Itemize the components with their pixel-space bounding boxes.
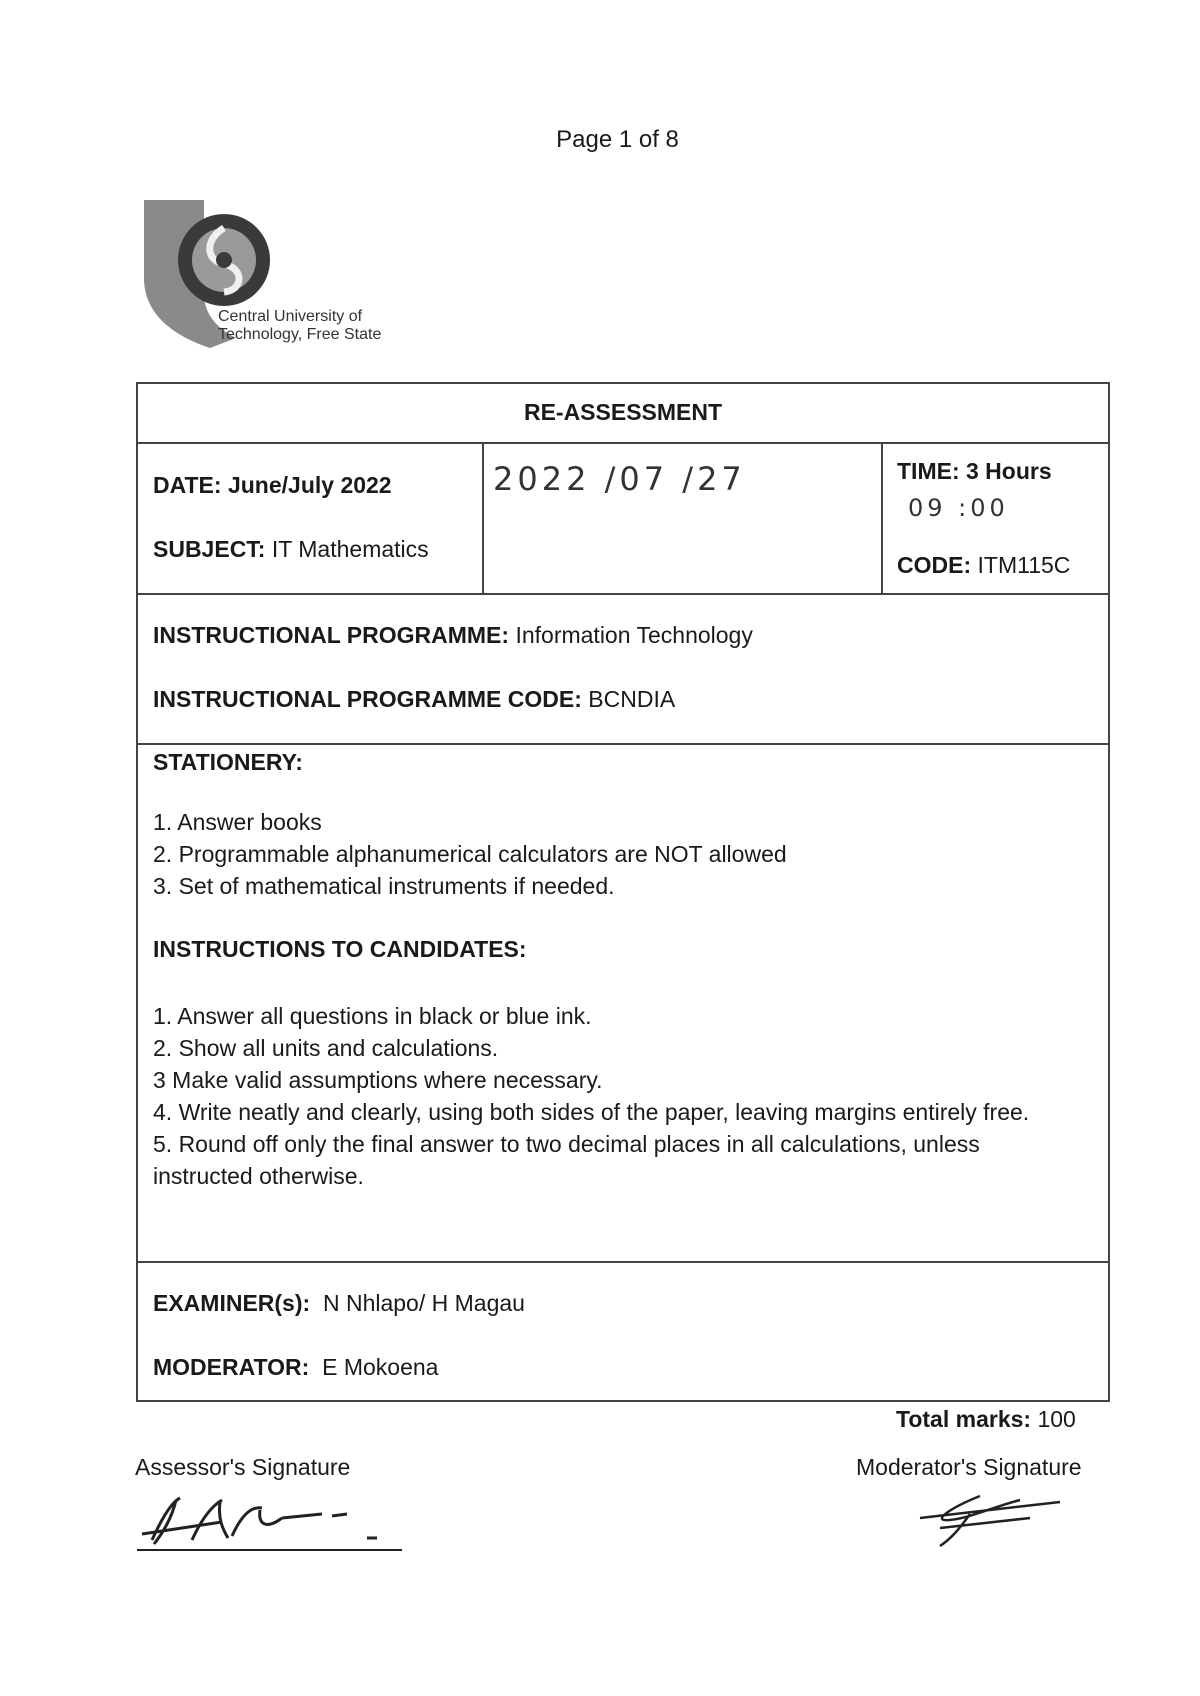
list-item: instructed otherwise. [153, 1163, 364, 1189]
moderator: MODERATOR: E Mokoena [153, 1354, 439, 1380]
list-item: 1. Answer books [153, 809, 322, 835]
handwritten-time: 09 :00 [908, 494, 1009, 522]
exam-date: DATE: June/July 2022 [153, 472, 392, 498]
instructions-list [153, 1000, 1029, 1192]
list-item: 2. Show all units and calculations. [153, 1035, 499, 1061]
assessment-title: RE-ASSESSMENT [523, 399, 723, 425]
assessor-signature-label: Assessor's Signature [135, 1454, 351, 1480]
list-item: 5. Round off only the final answer to two decimal places in all calculations, unless [153, 1131, 980, 1157]
exam-code: CODE: ITM115C [897, 552, 1071, 578]
moderator-signature [910, 1488, 1080, 1550]
list-item: 3. Set of mathematical instruments if needed. [153, 873, 615, 899]
instructions-heading: INSTRUCTIONS TO CANDIDATES: [153, 936, 527, 962]
list-item: 2. Programmable alphanumerical calculators are NOT allowed [153, 841, 787, 867]
assessor-signature [132, 1488, 412, 1554]
examiner: EXAMINER(s): N Nhlapo/ H Magau [153, 1290, 525, 1316]
list-item: 4. Write neatly and clearly, using both sides of the paper, leaving margins entirely free. [153, 1099, 1030, 1125]
handwritten-date: 2022 /07 /27 [493, 460, 746, 498]
exam-time: TIME: 3 Hours [897, 458, 1052, 484]
programme-code: INSTRUCTIONAL PROGRAMME CODE: BCNDIA [153, 686, 676, 712]
stationery-heading: STATIONERY: [153, 749, 303, 775]
list-item: 3 Make valid assumptions where necessary. [153, 1067, 603, 1093]
moderator-signature-label: Moderator's Signature [856, 1454, 1082, 1480]
stationery-list [153, 806, 787, 902]
cover-sheet-table [136, 382, 1110, 1402]
instructional-programme: INSTRUCTIONAL PROGRAMME: Information Technology [153, 622, 753, 648]
page-number: Page 1 of 8 [556, 126, 679, 153]
university-name: Central University of Technology, Free State [218, 308, 382, 343]
exam-subject: SUBJECT: IT Mathematics [153, 536, 429, 562]
list-item: 1. Answer all questions in black or blue ink. [153, 1003, 592, 1029]
total-marks: Total marks: 100 [896, 1406, 1076, 1432]
